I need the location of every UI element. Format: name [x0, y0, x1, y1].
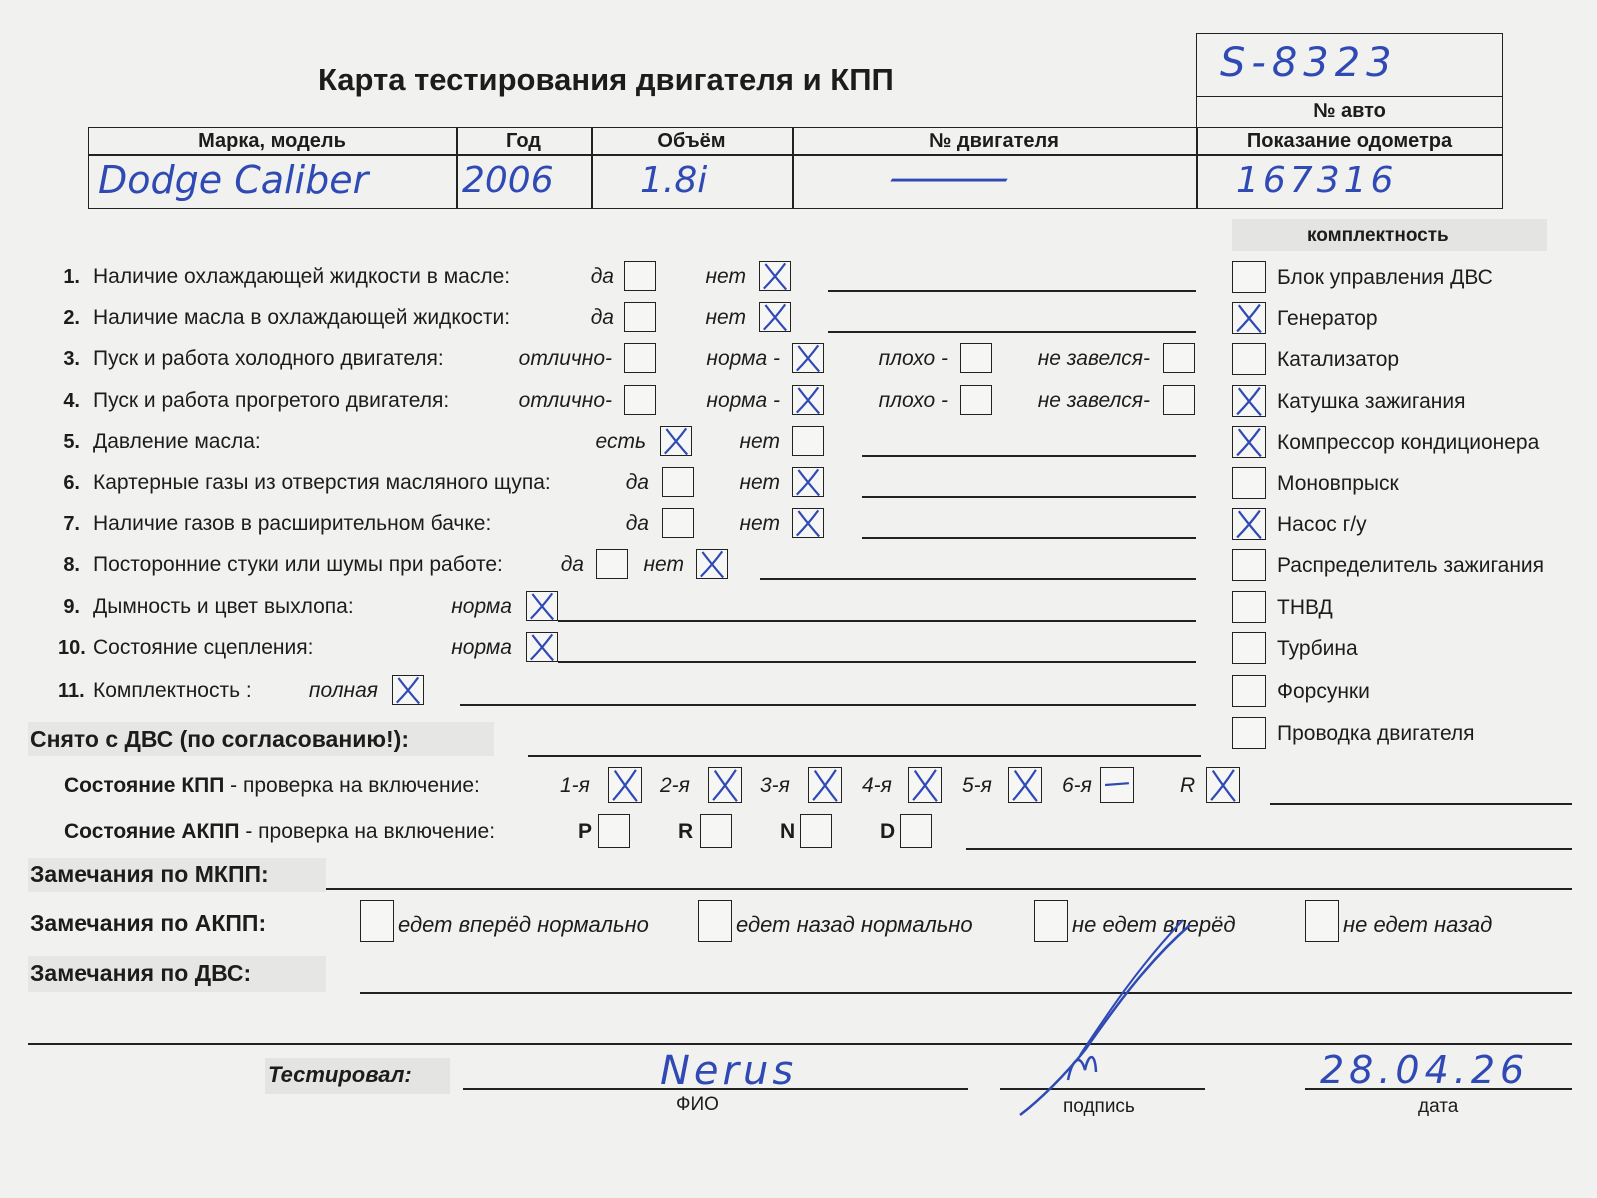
- volume-value: 1.8i: [640, 160, 708, 201]
- completeness-checkbox[interactable]: [1232, 549, 1266, 581]
- x-mark-icon: [526, 591, 558, 621]
- option-label: нет: [643, 553, 684, 576]
- gear-checkbox[interactable]: [908, 767, 942, 803]
- x-mark-icon: [392, 675, 424, 705]
- removed-label: Снято с ДВС (по согласованию!):: [30, 726, 409, 752]
- akpp-remark-label: не едет вперёд: [1072, 912, 1236, 937]
- completeness-checkbox[interactable]: [1232, 632, 1266, 664]
- auto-number-value: S-8323: [1220, 40, 1398, 86]
- x-mark-icon: [808, 767, 842, 803]
- col-volume: Объём: [657, 130, 726, 152]
- option-label: да: [625, 471, 649, 494]
- option-label: плохо -: [878, 389, 948, 412]
- check-number: 8.: [63, 554, 80, 576]
- date-value: 28.04.26: [1320, 1048, 1530, 1092]
- completeness-label: Проводка двигателя: [1277, 722, 1475, 745]
- check-number: 5.: [63, 431, 80, 453]
- completeness-checkbox[interactable]: [1232, 426, 1266, 458]
- option-checkbox[interactable]: [792, 426, 824, 456]
- option-checkbox[interactable]: [1163, 343, 1195, 373]
- col-engine-number: № двигателя: [929, 130, 1059, 152]
- option-label: да: [590, 265, 614, 288]
- completeness-checkbox[interactable]: [1232, 343, 1266, 375]
- year-value: 2006: [462, 160, 554, 201]
- completeness-label: Распределитель зажигания: [1277, 554, 1545, 577]
- akpp-remark-checkbox[interactable]: [698, 900, 732, 942]
- completeness-checkbox[interactable]: [1232, 675, 1266, 707]
- option-label: отлично-: [518, 347, 612, 370]
- option-checkbox[interactable]: [526, 591, 558, 621]
- odometer-value: 167316: [1236, 160, 1398, 201]
- fio-value: Nerus: [660, 1048, 798, 1094]
- gear-checkbox[interactable]: [708, 767, 742, 803]
- remarks-mkpp-label: Замечания по МКПП:: [30, 861, 269, 887]
- completeness-checkbox[interactable]: [1232, 717, 1266, 749]
- check-label: Состояние сцепления:: [93, 636, 314, 659]
- x-mark-icon: [1232, 385, 1266, 417]
- gear-label: 1-я: [560, 774, 590, 797]
- check-number: 2.: [63, 307, 80, 329]
- gear-label: 2-я: [660, 774, 690, 797]
- check-label: Наличие охлаждающей жидкости в масле:: [93, 265, 511, 288]
- x-mark-icon: [1232, 426, 1266, 458]
- x-mark-icon: [608, 767, 642, 803]
- akpp-label: Состояние АКПП - проверка на включение:: [64, 820, 496, 843]
- gear-checkbox[interactable]: [1100, 767, 1134, 803]
- gear-label: 6-я: [1062, 774, 1092, 797]
- check-number: 9.: [63, 596, 80, 618]
- option-label: норма: [451, 636, 512, 659]
- check-label: Пуск и работа холодного двигателя:: [93, 347, 444, 370]
- gear-label: R: [1180, 774, 1196, 797]
- fio-label: ФИО: [676, 1094, 719, 1115]
- check-number: 11.: [58, 680, 85, 702]
- col-odometer: Показание одометра: [1246, 130, 1453, 152]
- x-mark-icon: [908, 767, 942, 803]
- option-checkbox[interactable]: [1163, 385, 1195, 415]
- engine-number-value: —: [885, 155, 1013, 201]
- col-year: Год: [506, 130, 541, 152]
- akpp-mode-checkbox[interactable]: [700, 814, 732, 848]
- option-label: плохо -: [878, 347, 948, 370]
- option-checkbox[interactable]: [759, 302, 791, 332]
- akpp-remark-label: едет назад нормально: [736, 912, 973, 937]
- x-mark-icon: [759, 302, 791, 332]
- completeness-label: Компрессор кондиционера: [1277, 431, 1540, 454]
- completeness-label: Форсунки: [1277, 680, 1370, 703]
- completeness-label: Насос г/у: [1277, 513, 1367, 536]
- completeness-title: комплектность: [1307, 225, 1449, 246]
- x-mark-icon: [696, 549, 728, 579]
- check-label: Пуск и работа прогретого двигателя:: [93, 389, 450, 412]
- akpp-mode-checkbox[interactable]: [900, 814, 932, 848]
- akpp-mode-checkbox[interactable]: [598, 814, 630, 848]
- akpp-remark-checkbox[interactable]: [360, 900, 394, 942]
- kpp-label: Состояние КПП - проверка на включение:: [64, 774, 480, 797]
- option-checkbox[interactable]: [696, 549, 728, 579]
- x-mark-icon: [1232, 302, 1266, 334]
- gear-label: 4-я: [862, 774, 892, 797]
- tested-label: Тестировал:: [268, 1062, 412, 1087]
- option-label: норма -: [706, 347, 780, 370]
- option-label: норма -: [706, 389, 780, 412]
- completeness-label: Блок управления ДВС: [1277, 266, 1493, 289]
- completeness-label: Катализатор: [1277, 348, 1400, 371]
- x-mark-icon: [792, 508, 824, 538]
- col-brand-model: Марка, модель: [198, 130, 346, 152]
- check-label: Дымность и цвет выхлопа:: [93, 595, 354, 618]
- akpp-remark-checkbox[interactable]: [1034, 900, 1068, 942]
- x-mark-icon: [792, 467, 824, 497]
- completeness-label: Турбина: [1277, 637, 1358, 660]
- option-label: нет: [739, 512, 780, 535]
- akpp-remark-label: едет вперёд нормально: [398, 912, 649, 937]
- check-number: 10.: [58, 637, 86, 659]
- akpp-mode-label: R: [678, 820, 694, 843]
- gear-checkbox[interactable]: [808, 767, 842, 803]
- completeness-label: Моновпрыск: [1277, 472, 1399, 495]
- date-label: дата: [1418, 1096, 1459, 1117]
- gear-checkbox[interactable]: [1206, 767, 1240, 803]
- completeness-checkbox[interactable]: [1232, 302, 1266, 334]
- completeness-checkbox[interactable]: [1232, 467, 1266, 499]
- x-mark-icon: [526, 632, 558, 662]
- gear-label: 3-я: [760, 774, 790, 797]
- option-label: норма: [451, 595, 512, 618]
- x-mark-icon: [1232, 508, 1266, 540]
- check-number: 7.: [63, 513, 80, 535]
- option-label: да: [560, 553, 584, 576]
- completeness-label: Генератор: [1277, 307, 1378, 330]
- check-number: 1.: [63, 266, 80, 288]
- akpp-mode-label: P: [578, 820, 593, 843]
- option-label: отлично-: [518, 389, 612, 412]
- page-title: Карта тестирования двигателя и КПП: [318, 62, 894, 97]
- option-checkbox[interactable]: [759, 261, 791, 291]
- completeness-checkbox[interactable]: [1232, 261, 1266, 293]
- x-mark-icon: [1008, 767, 1042, 803]
- option-label: не завелся-: [1037, 347, 1150, 370]
- akpp-mode-label: N: [780, 820, 796, 843]
- signature-label: подпись: [1063, 1096, 1135, 1117]
- option-checkbox[interactable]: [792, 467, 824, 497]
- option-label: полная: [308, 679, 378, 702]
- completeness-checkbox[interactable]: [1232, 385, 1266, 417]
- check-number: 6.: [63, 472, 80, 494]
- dash-mark-icon: [1100, 767, 1134, 803]
- option-checkbox[interactable]: [792, 508, 824, 538]
- akpp-remark-checkbox[interactable]: [1305, 900, 1339, 942]
- brand-model-value: Dodge Caliber: [98, 158, 369, 202]
- gear-checkbox[interactable]: [1008, 767, 1042, 803]
- akpp-mode-label: D: [880, 820, 896, 843]
- check-label: Наличие масла в охлаждающей жидкости:: [93, 306, 511, 329]
- option-checkbox[interactable]: [526, 632, 558, 662]
- remarks-dvs-label: Замечания по ДВС:: [30, 960, 252, 986]
- check-number: 3.: [63, 348, 80, 370]
- check-label: Картерные газы из отверстия масляного щупа:: [93, 471, 551, 494]
- option-label: есть: [595, 430, 646, 453]
- gear-label: 5-я: [962, 774, 992, 797]
- completeness-label: ТНВД: [1277, 596, 1333, 619]
- option-label: нет: [705, 306, 746, 329]
- x-mark-icon: [708, 767, 742, 803]
- completeness-checkbox[interactable]: [1232, 591, 1266, 623]
- option-label: нет: [739, 430, 780, 453]
- akpp-remark-label: не едет назад: [1343, 912, 1493, 937]
- akpp-mode-checkbox[interactable]: [800, 814, 832, 848]
- option-label: не завелся-: [1037, 389, 1150, 412]
- remarks-akpp-label: Замечания по АКПП:: [30, 910, 267, 936]
- gear-checkbox[interactable]: [608, 767, 642, 803]
- option-checkbox[interactable]: [392, 675, 424, 705]
- check-label: Посторонние стуки или шумы при работе:: [93, 553, 503, 576]
- check-label: Наличие газов в расширительном бачке:: [93, 512, 492, 535]
- x-mark-icon: [759, 261, 791, 291]
- check-label: Давление масла:: [93, 430, 261, 453]
- x-mark-icon: [1206, 767, 1240, 803]
- option-label: нет: [739, 471, 780, 494]
- option-label: да: [590, 306, 614, 329]
- option-label: нет: [705, 265, 746, 288]
- check-label: Комплектность :: [93, 679, 252, 702]
- auto-number-label: № авто: [1313, 100, 1386, 122]
- completeness-checkbox[interactable]: [1232, 508, 1266, 540]
- completeness-label: Катушка зажигания: [1277, 390, 1466, 413]
- option-label: да: [625, 512, 649, 535]
- check-number: 4.: [63, 390, 80, 412]
